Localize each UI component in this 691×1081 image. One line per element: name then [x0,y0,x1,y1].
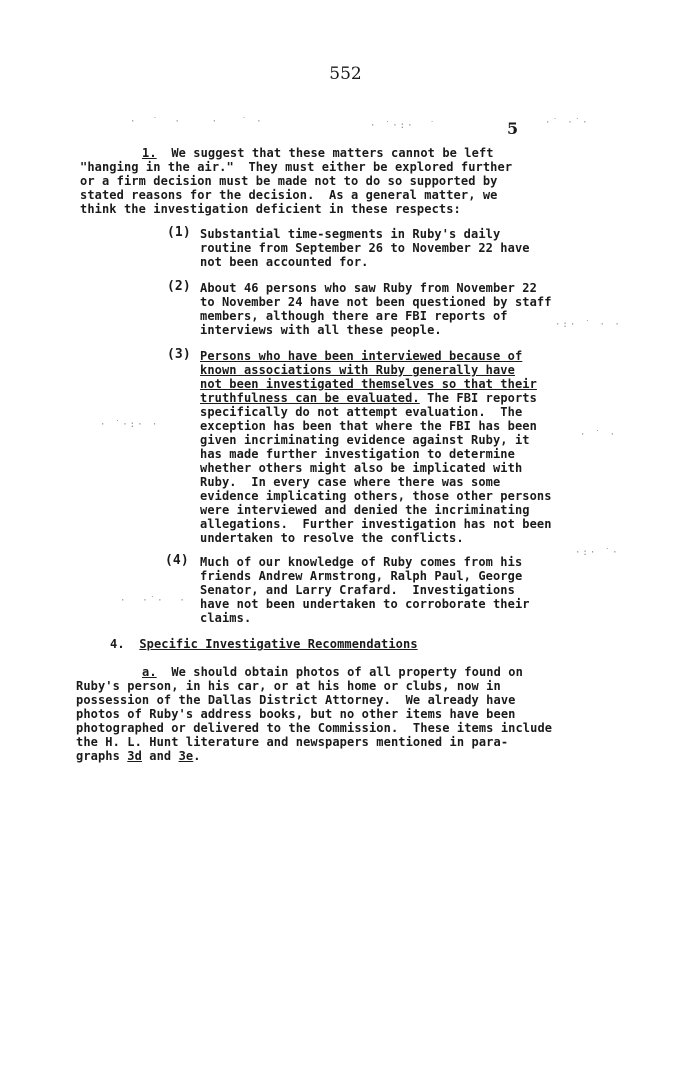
paragraph-label: a. [142,665,157,679]
scan-noise: · ˙ · [580,430,618,440]
page-number: 552 [329,64,362,84]
paragraph-reference: 3d [127,749,142,763]
scan-noise: ·:· ˙ · · [555,320,622,330]
paragraph-number: 1. [142,146,157,160]
section-title: Specific Investigative Recommendations [139,637,418,651]
scan-noise: · ˙ · · ˙ · [130,117,264,127]
scan-noise: ·˙ ·˙· [545,118,590,128]
section-heading [110,637,418,651]
paragraph-reference: 3e [178,749,194,763]
scan-noise: ·:· ˙· [575,548,620,558]
memo-page-number: 5 [507,119,519,138]
scan-noise: · ˙·:· · [100,420,160,430]
scan-noise: · ˙·:· ˙ [370,121,437,131]
section-number: 4. [110,637,125,651]
scan-noise: · ·˙· · [120,596,187,606]
